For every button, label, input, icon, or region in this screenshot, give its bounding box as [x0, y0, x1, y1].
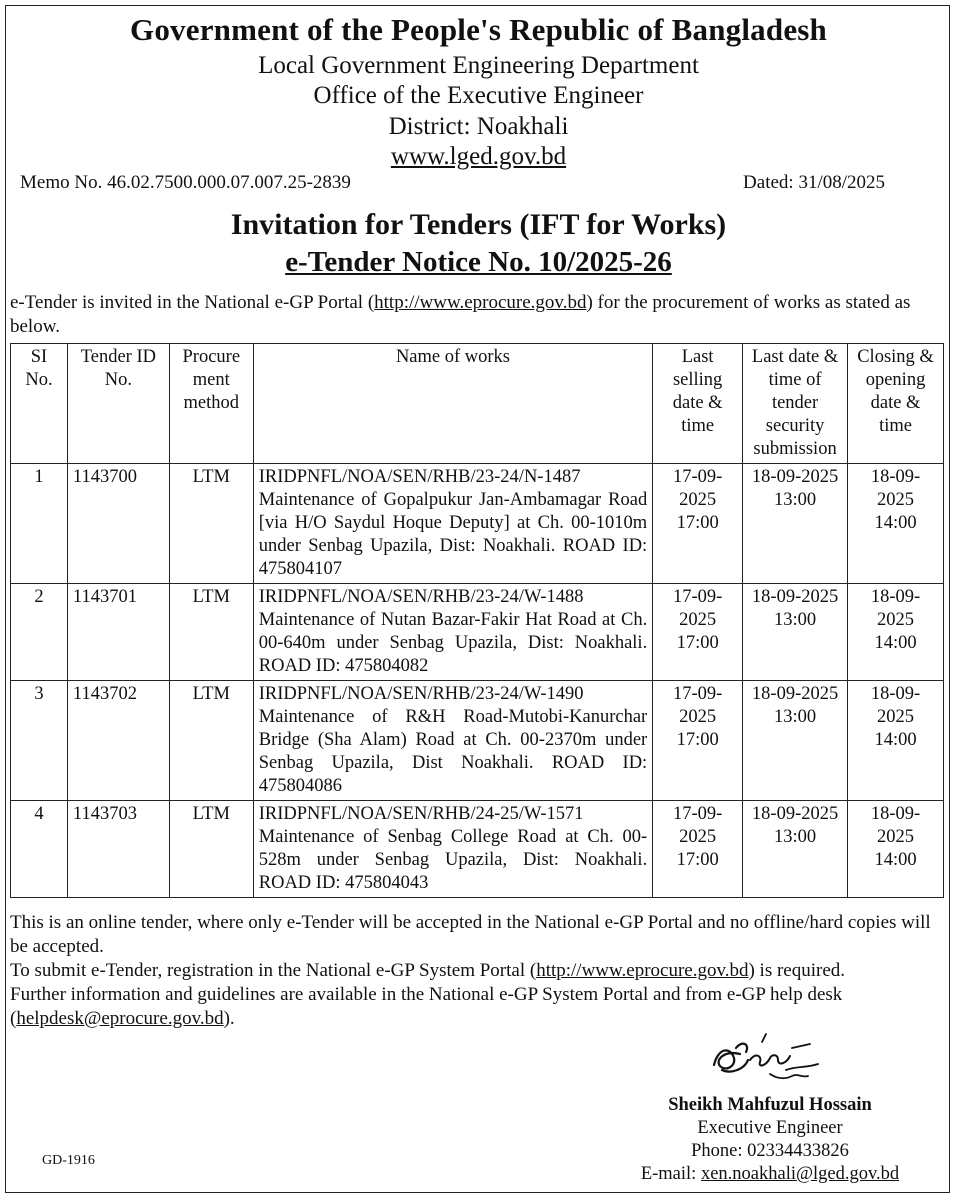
memo-date: Dated: 31/08/2025	[743, 172, 885, 193]
header-method: Procure ment method	[169, 344, 253, 464]
row-tender-id: 1143702	[67, 681, 169, 801]
row-closing-datetime: 18-09-2025 14:00	[848, 801, 944, 898]
eprocure-link[interactable]: http://www.eprocure.gov.bd	[374, 292, 587, 313]
header-security: Last date & time of tender security submission	[743, 344, 848, 464]
row-method: LTM	[169, 801, 253, 898]
row-security-datetime: 18-09-2025 13:00	[743, 681, 848, 801]
row-sl: 3	[11, 681, 68, 801]
row-tender-id: 1143700	[67, 464, 169, 584]
table-header-row	[11, 344, 944, 464]
header-works: Name of works	[253, 344, 652, 464]
row-works: IRIDPNFL/NOA/SEN/RHB/23-24/W-1488 Maintenance of Nutan Bazar-Fakir Hat Road at Ch. 00-640m under Senbag Upazila, Dist: Noakhali. ROAD ID: 475804082	[253, 584, 652, 681]
row-sell-datetime: 17-09-2025 17:00	[653, 801, 743, 898]
signatory-phone: Phone: 02334433826	[691, 1141, 849, 1161]
government-heading: Government of the People's Republic of Bangladesh	[130, 12, 827, 47]
row-works: IRIDPNFL/NOA/SEN/RHB/24-25/W-1571 Maintenance of Senbag College Road at Ch. 00-528m under Senbag Upazila, Dist: Noakhali. ROAD ID: 475804043	[253, 801, 652, 898]
row-sell-datetime: 17-09-2025 17:00	[653, 681, 743, 801]
row-method: LTM	[169, 584, 253, 681]
memo-number: Memo No. 46.02.7500.000.07.007.25-2839	[20, 172, 351, 193]
row-works: IRIDPNFL/NOA/SEN/RHB/23-24/N-1487 Maintenance of Gopalpukur Jan-Ambamagar Road [via H/O Saydul Hoque Deputy] at Ch. 00-1010m under Senbag Upazila, Dist: Noakhali. ROAD ID: 475804107	[253, 464, 652, 584]
header-sl: SI No.	[11, 344, 68, 464]
row-sell-datetime: 17-09-2025 17:00	[653, 584, 743, 681]
intro-paragraph: e-Tender is invited in the National e-GP Portal (http://www.eprocure.gov.bd) for the procurement of works as stated as below.	[10, 292, 911, 337]
signatory-name: Sheikh Mahfuzul Hossain	[668, 1095, 872, 1115]
table-row	[11, 681, 944, 801]
row-method: LTM	[169, 464, 253, 584]
document-title: Invitation for Tenders (IFT for Works)	[230, 208, 727, 241]
eprocure-link-footer[interactable]: http://www.eprocure.gov.bd	[536, 960, 749, 981]
row-security-datetime: 18-09-2025 13:00	[743, 801, 848, 898]
row-sl: 1	[11, 464, 68, 584]
row-sl: 2	[11, 584, 68, 681]
signatory-email-link[interactable]: xen.noakhali@lged.gov.bd	[700, 1164, 900, 1184]
helpdesk-email-link[interactable]: helpdesk@eprocure.gov.bd	[16, 1008, 224, 1029]
online-tender-note: This is an online tender, where only e-Tender will be accepted in the National e-GP Portal and no offline/hard copies will be accepted.	[10, 912, 931, 957]
website-link[interactable]: www.lged.gov.bd	[390, 143, 567, 170]
header-tender-id: Tender ID No.	[67, 344, 169, 464]
signatory-email: E-mail: xen.noakhali@lged.gov.bd	[640, 1164, 900, 1184]
row-closing-datetime: 18-09-2025 14:00	[848, 584, 944, 681]
office-name: Office of the Executive Engineer	[313, 82, 644, 109]
signatory-block	[620, 1094, 920, 1186]
signature-image	[700, 1030, 830, 1090]
row-tender-id: 1143701	[67, 584, 169, 681]
row-security-datetime: 18-09-2025 13:00	[743, 464, 848, 584]
row-works: IRIDPNFL/NOA/SEN/RHB/23-24/W-1490 Maintenance of R&H Road-Mutobi-Kanurchar Bridge (Sha Alam) Road at Ch. 00-2370m under Senbag Upazila, Dist Noakhali. ROAD ID: 475804086	[253, 681, 652, 801]
registration-note: To submit e-Tender, registration in the National e-GP System Portal (http://www.eprocure.gov.bd) is required.	[10, 960, 846, 981]
table-row	[11, 584, 944, 681]
footer-notes	[10, 911, 940, 1031]
row-method: LTM	[169, 681, 253, 801]
header-last-selling: Last selling date & time	[653, 344, 743, 464]
signatory-designation: Executive Engineer	[697, 1118, 843, 1138]
notice-number: e-Tender Notice No. 10/2025-26	[285, 246, 672, 278]
row-sell-datetime: 17-09-2025 17:00	[653, 464, 743, 584]
department-name: Local Government Engineering Department	[258, 52, 699, 79]
row-closing-datetime: 18-09-2025 14:00	[848, 681, 944, 801]
table-row	[11, 801, 944, 898]
table-row	[11, 464, 944, 584]
row-closing-datetime: 18-09-2025 14:00	[848, 464, 944, 584]
helpdesk-note: Further information and guidelines are available in the National e-GP System Portal and from e-GP help desk (helpdesk@eprocure.gov.bd).	[10, 984, 843, 1029]
gd-number: GD-1916	[42, 1153, 95, 1168]
row-tender-id: 1143703	[67, 801, 169, 898]
row-security-datetime: 18-09-2025 13:00	[743, 584, 848, 681]
district-name: District: Noakhali	[388, 113, 569, 140]
header-closing: Closing & opening date & time	[848, 344, 944, 464]
tender-table	[10, 343, 944, 898]
row-sl: 4	[11, 801, 68, 898]
